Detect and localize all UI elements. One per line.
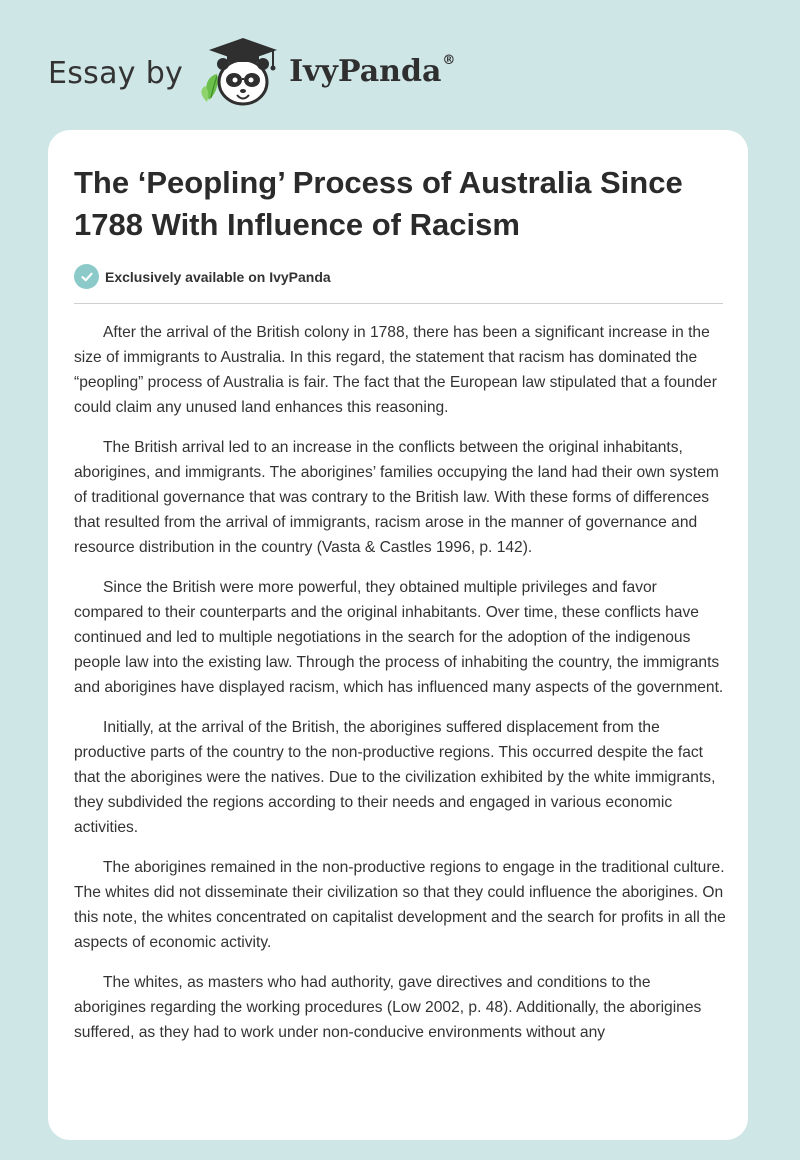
divider [74, 303, 723, 304]
essay-card [48, 130, 748, 1140]
exclusive-label: Exclusively available on IvyPanda [105, 268, 331, 285]
leaf-icon [201, 74, 217, 102]
essay-title: The ‘Peopling’ Process of Australia Since 1788 With Influence of Racism [74, 165, 683, 242]
paragraph: The whites, as masters who had authority, gave directives and conditions to the aborigines regarding the working procedures (Low 2002, p. 48). Additionally, the aborigines suffered, as they had to work under non-conducive environments without any [74, 974, 702, 1041]
essay-body [74, 320, 726, 1060]
essay-by-label: Essay by [48, 55, 184, 91]
paragraph: The aborigines remained in the non-productive regions to engage in the traditional culture. The whites did not disseminate their civilization so that they could influence the aborigines. On this note, the whites concentrated on capitalist development and the search for profits in all the aspects of economic activity. [74, 859, 726, 951]
brand-name: IvyPanda® [289, 52, 456, 89]
paragraph: Initially, at the arrival of the British, the aborigines suffered displacement from the productive parts of the country to the non-productive regions. This occurred despite the fact that the aborigines were the natives. Due to the civilization exhibited by the white immigrants, they subdivided the regions according to their needs and engaged in various economic activities. [74, 719, 716, 836]
paragraph: The British arrival led to an increase in the conflicts between the original inhabitants, aborigines, and immigrants. The aborigines’ families occupying the land had their own system of traditional governance that was contrary to the British law. With these forms of differences that resulted from the arrival of immigrants, racism arose in the manner of governance and resource distribution in the country (Vasta & Castles 1996, p. 142). [74, 439, 719, 556]
paragraph: Since the British were more powerful, they obtained multiple privileges and favor compared to their counterparts and the original inhabitants. Over time, these conflicts have continued and led to multiple negotiations in the search for the adoption of the indigenous people law into the existing law. Through the process of inhabiting the country, the immigrants and aborigines have displayed racism, which has influenced many aspects of the government. [74, 579, 724, 696]
registered-mark: ® [442, 52, 456, 68]
site-header [48, 28, 455, 118]
exclusive-badge [74, 264, 331, 289]
panda-graduate-icon [197, 30, 283, 116]
check-circle-icon [74, 264, 99, 289]
paragraph: After the arrival of the British colony in 1788, there has been a significant increase in the size of immigrants to Australia. In this regard, the statement that racism has dominated the “peopling” process of Australia is fair. The fact that the European law stipulated that a founder could claim any unused land enhances this reasoning. [74, 324, 717, 416]
